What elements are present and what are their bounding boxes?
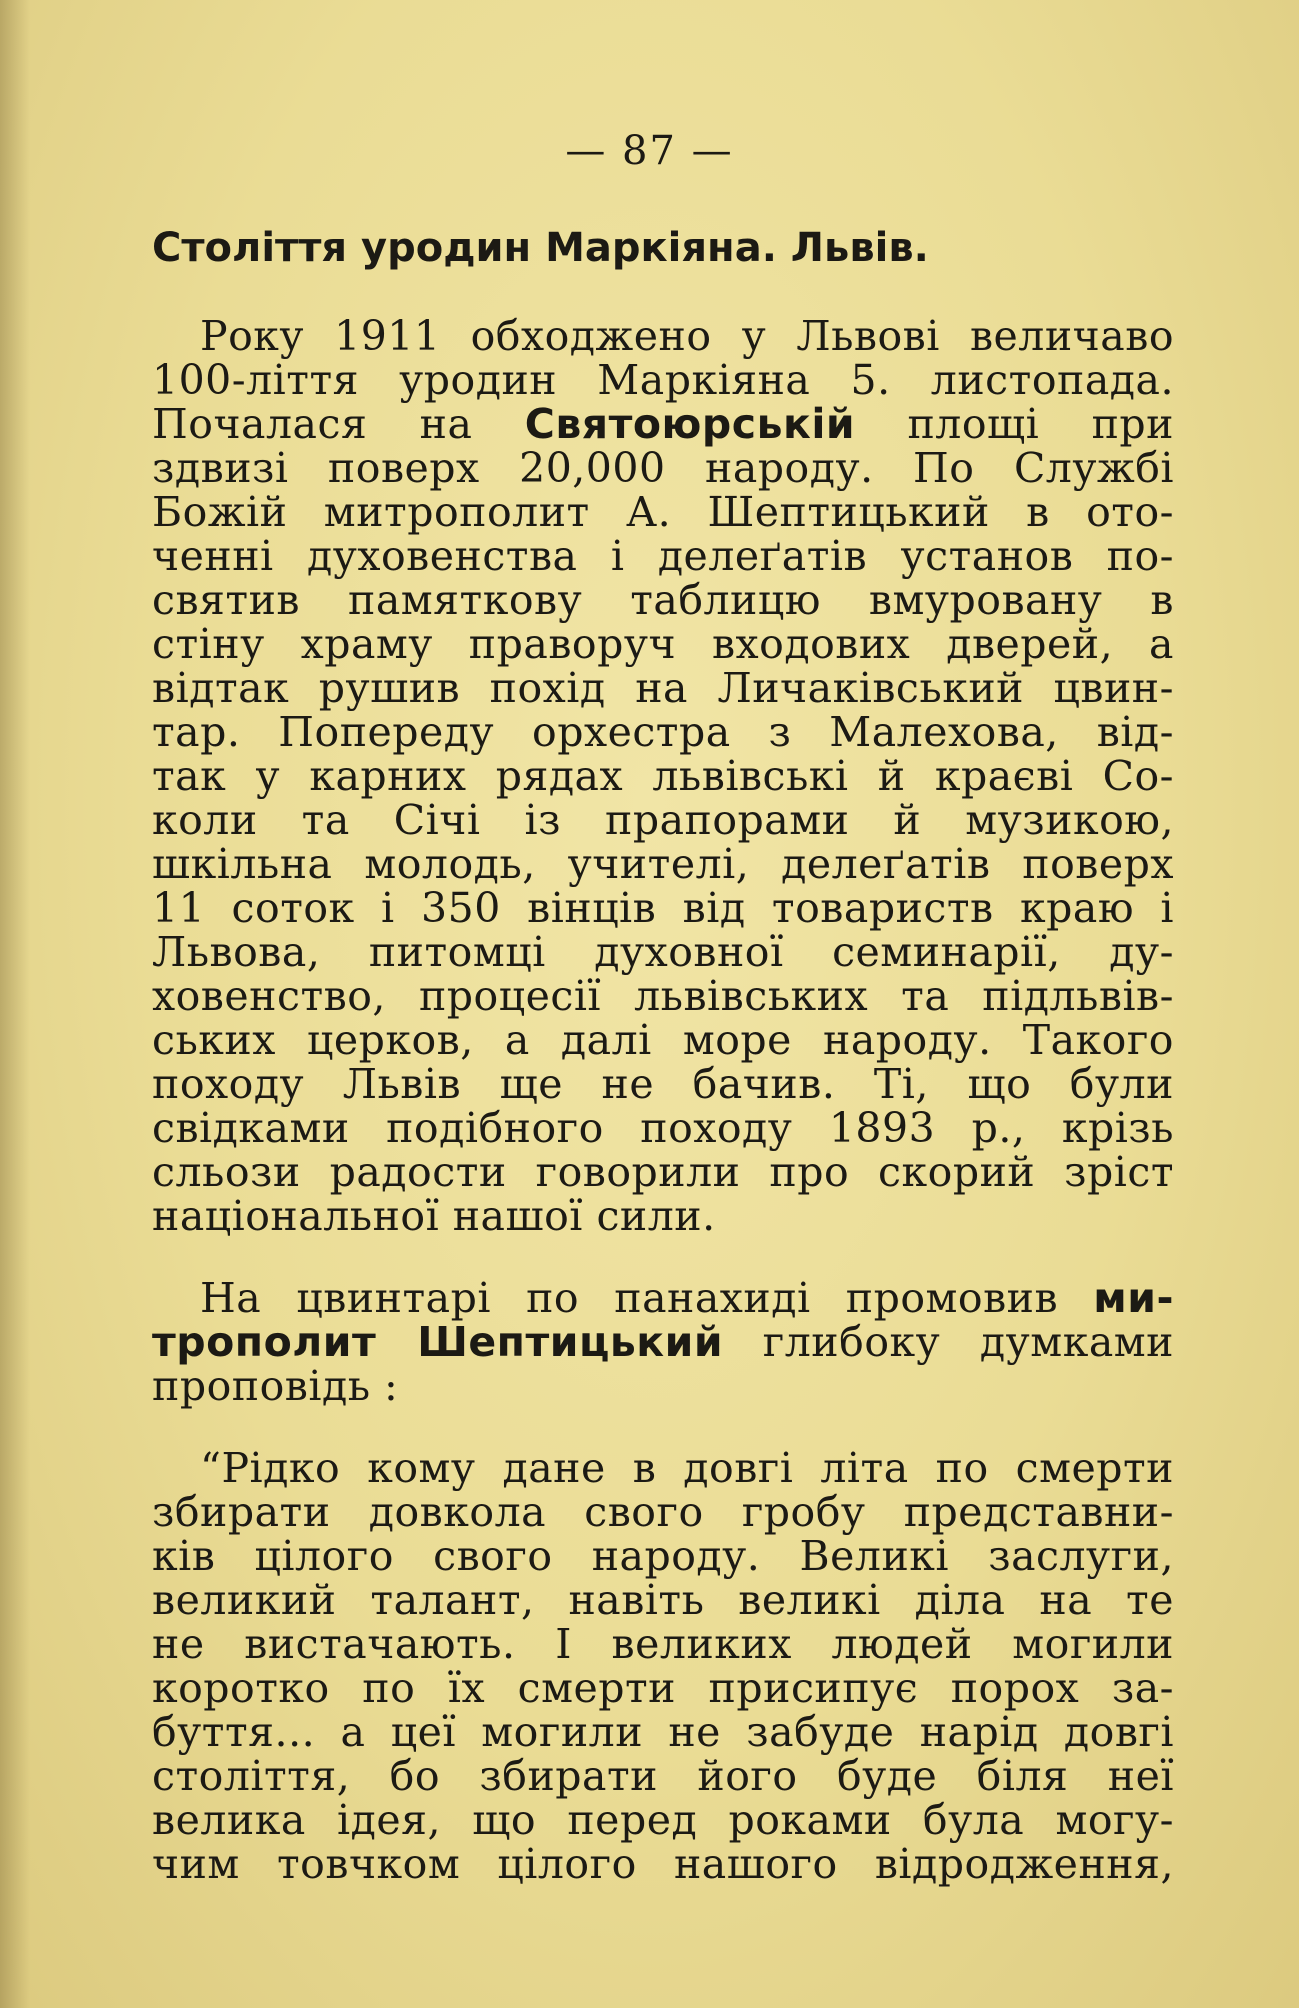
section-heading: Століття уродин Маркіяна. Львів. bbox=[152, 225, 929, 271]
text-line: сльози радости говорили про скорий зріст bbox=[152, 1148, 1174, 1196]
text-line: святив памяткову таблицю вмуровану в bbox=[152, 576, 1174, 624]
text-line: коли та Січі із прапорами й музикою, bbox=[152, 796, 1174, 844]
text-line: століття, бо збирати його буде біля неї bbox=[152, 1752, 1174, 1800]
text-line: коротко по їх смерти присипує порох за- bbox=[152, 1664, 1174, 1712]
text-line: здвизі поверх 20,000 народу. По Службі bbox=[152, 444, 1174, 492]
text-line bbox=[152, 1320, 1174, 1364]
paragraph-sermon-intro bbox=[152, 1276, 1174, 1408]
text-line: тар. Попереду орхестра з Малехова, від- bbox=[152, 708, 1174, 756]
text-line: ських церков, а далі море народу. Такого bbox=[152, 1016, 1174, 1064]
text-line: 100-ліття уродин Маркіяна 5. листопада. bbox=[152, 356, 1174, 404]
text-line: стіну храму праворуч входових дверей, а bbox=[152, 620, 1174, 668]
page-edge-shadow bbox=[0, 0, 30, 2008]
text-line bbox=[152, 1276, 1174, 1320]
text-line: Божій митрополит А. Шептицький в ото- bbox=[152, 488, 1174, 536]
text-fragment: Почалася на bbox=[152, 400, 525, 448]
text-line: чим товчком цілого нашого відродження, bbox=[152, 1840, 1174, 1888]
text-line: походу Львів ще не бачив. Ті, що були bbox=[152, 1060, 1174, 1108]
text-line: Року 1911 обходжено у Львові величаво bbox=[200, 312, 1174, 360]
text-line: відтак рушив похід на Личаківський цвин- bbox=[152, 664, 1174, 712]
text-fragment: глибоку думками bbox=[723, 1318, 1174, 1366]
page-number: — 87 — bbox=[565, 128, 734, 174]
text-line: ховенство, процесії львівських та підльвів- bbox=[152, 972, 1174, 1020]
text-line: 11 соток і 350 вінців від товариств краю і bbox=[152, 884, 1174, 932]
bold-name: трополит Шептицький bbox=[152, 1318, 724, 1366]
text-line: ків цілого свого народу. Великі заслуги, bbox=[152, 1532, 1174, 1580]
paragraph-celebration bbox=[152, 314, 1174, 1238]
paragraph-gap bbox=[152, 1408, 1174, 1446]
text-line: так у карних рядах львівські й краєві Со- bbox=[152, 752, 1174, 800]
page-content bbox=[152, 222, 1174, 1886]
text-line: великий талант, навіть великі діла на те bbox=[152, 1576, 1174, 1624]
text-line: національної нашої сили. bbox=[152, 1192, 716, 1240]
bold-name-fragment: ми- bbox=[1093, 1274, 1174, 1322]
text-line: свідками подібного походу 1893 р., крізь bbox=[152, 1104, 1174, 1152]
text-fragment: площі при bbox=[855, 400, 1174, 448]
text-line: збирати довкола свого гробу представни- bbox=[152, 1488, 1174, 1536]
text-line: велика ідея, що перед роками була могу- bbox=[152, 1796, 1174, 1844]
paragraph-sermon-quote bbox=[152, 1446, 1174, 1886]
paragraph-gap bbox=[152, 1238, 1174, 1276]
text-line: “Рідко кому дане в довгі літа по смерти bbox=[200, 1444, 1174, 1492]
text-line: ченні духовенства і делеґатів установ по- bbox=[152, 532, 1174, 580]
text-line: Львова, питомці духовної семинарії, ду- bbox=[152, 928, 1174, 976]
text-line: не вистачають. І великих людей могили bbox=[152, 1620, 1174, 1668]
text-line: шкільна молодь, учителі, делеґатів поверх bbox=[152, 840, 1174, 888]
text-line: проповідь : bbox=[152, 1362, 399, 1410]
text-fragment: На цвинтарі по панахиді промовив bbox=[200, 1274, 1094, 1322]
text-line: буття... а цеї могили не забуде нарід довгі bbox=[152, 1708, 1174, 1756]
text-line bbox=[152, 402, 1174, 446]
bold-place-name: Святоюрській bbox=[524, 400, 856, 448]
